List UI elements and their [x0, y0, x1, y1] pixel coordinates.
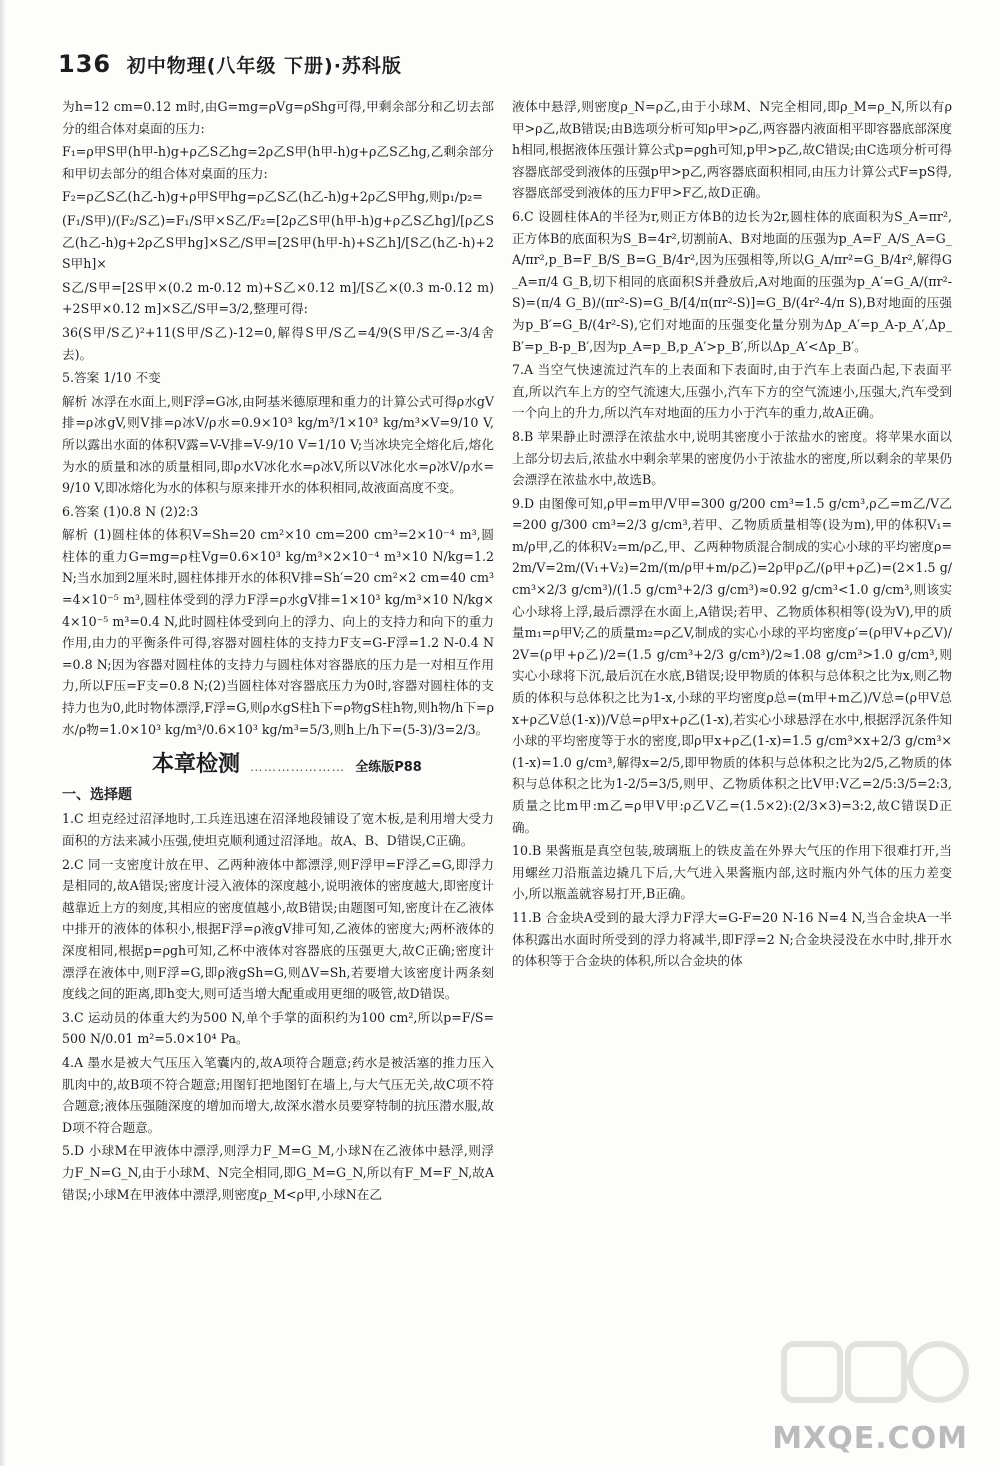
leader-dots: …………………: [250, 759, 346, 775]
paragraph: S乙/S甲=[2S甲×(0.2 m-0.12 m)+S乙×0.12 m]/[S乙×(0.3 m-0.12 m)+2S甲×0.12 m]×S乙/S甲=3/2,整理可得:: [62, 279, 494, 317]
question-answer: 6.C 设圆柱体A的半径为r,则正方体B的边长为2r,圆柱体的底面积为S_A=πr²,正方体B的底面积为S_B=4r²,切割前A、B对地面的压强为p_A=F_A/S_A=G_A/πr²,p_B=F_B/S_B=G_B/4r²,因为压强相等,所以G_A/πr²=G_B/4r²,解得G_A=π/4 G_B,切下相同的底面积S并叠放后,A对地面的压强为p_A′=G_A/(πr²-S)=(π/4 G_B)/(πr²-S)=G_B/[4/π(πr²-S)]=G_B/(4r²-4/π S),B对地面的压强为p_B′=G_B/(4r²-S),它们对地面的压强变化量分别为Δp_A′=p_A-p_A′,Δp_B′=p_B-p_B′,因为p_A=p_B,p_A′>p_B′,所以Δp_A′<Δp_B′。: [512, 208, 952, 354]
paragraph: F₁=ρ甲S甲(h甲-h)g+ρ乙S乙hg=2ρ乙S甲(h甲-h)g+ρ乙S乙hg,乙剩余部分和甲切去部分的组合体对桌面的压力:: [62, 144, 494, 181]
answer-line: 5.答案 1/10 不变: [62, 370, 161, 386]
section-heading: [62, 754, 494, 779]
book-title: 初中物理(八年级 下册)·苏科版: [126, 55, 402, 77]
paragraph: 为h=12 cm=0.12 m时,由G=mg=ρVg=ρShg可得,甲剩余部分和乙切去部分的组合体对桌面的压力:: [62, 99, 494, 136]
question-answer: 5.D 小球M在甲液体中漂浮,则浮力F_M=G_M,小球N在乙液体中悬浮,则浮力F_N=G_N,由于小球M、N完全相同,即G_M=G_N,所以有F_M=F_N,故A错误;小球M在甲液体中漂浮,则密度ρ_M<ρ甲,小球N在乙: [62, 1143, 494, 1202]
paragraph: F₂=ρ乙S乙(h乙-h)g+ρ甲S甲hg=ρ乙S乙(h乙-h)g+2ρ乙S甲hg,则p₁/p₂=: [62, 189, 483, 205]
question-answer: 1.C 坦克经过沼泽地时,工兵连迅速在沼泽地段铺设了宽木板,是利用增大受力面积的方法来减小压强,使坦克顺利通过沼泽地。故A、B、D错误,C正确。: [62, 811, 494, 848]
question-answer: 11.B 合金块A受到的最大浮力F浮大=G-F=20 N-16 N=4 N,当合金块A一半体积露出水面时所受到的浮力将减半,即F浮=2 N;合金块浸没在水中时,排开水的体积等于合金块的体积,所以合金块的体: [512, 909, 952, 969]
question-answer: 3.C 运动员的体重大约为500 N,单个手掌的面积约为100 cm²,所以p=F/S=500 N/0.01 m²=5.0×10⁴ Pa。: [62, 1009, 494, 1047]
question-answer: 9.D 由图像可知,ρ甲=m甲/V甲=300 g/200 cm³=1.5 g/cm³,ρ乙=m乙/V乙=200 g/300 cm³=2/3 g/cm³,若甲、乙物质质量相等(设为m),甲的体积V₁=m/ρ甲,乙的体积V₂=m/ρ乙,甲、乙两种物质混合制成的实心小球的平均密度ρ=2m/V=2m/(V₁+V₂)=2m/(m/ρ甲+m/ρ乙)=2ρ甲ρ乙/(ρ甲+ρ乙)=(2×1.5 g/cm³×2/3 g/cm³)/(1.5 g/cm³+2/3 g/cm³)≈0.92 g/cm³<1.0 g/cm³,则该实心小球将上浮,最后漂浮在水面上,A错误;若甲、乙物质体积相等(设为V),甲的质量m₁=ρ甲V;乙的质量m₂=ρ乙V,制成的实心小球的平均密度ρ′=(ρ甲V+ρ乙V)/2V=(ρ甲+ρ乙)/2=(1.5 g/cm³+2/3 g/cm³)/2≈1.08 g/cm³>1.0 g/cm³,则实心小球将下沉,最后沉在水底,B错误;设甲物质的体积与总体积之比为x,则乙物质的体积与总体积之比为1-x,小球的平均密度ρ总=(m甲+m乙)/V总=(ρ甲V总x+ρ乙V总(1-x))/V总=ρ甲x+ρ乙(1-x),若实心小球悬浮在水中,根据浮沉条件知小球的平均密度等于水的密度,即ρ甲x+ρ乙(1-x)=1.5 g/cm³×x+2/3 g/cm³×(1-x)=1.0 g/cm³,解得x=2/5,即甲物质的体积与总体积之比为2/5,乙物质的体积与总体积之比为1-2/5=3/5,则甲、乙物质体积之比V甲:V乙=2/5:3/5=2:3,质量之比m甲:m乙=ρ甲V甲:ρ乙V乙=(1.5×2):(2/3×3)=3:2,故C错误D正确。: [512, 495, 952, 835]
left-column: [62, 96, 499, 1207]
subsection-title: 一、选择题: [62, 786, 132, 803]
watermark-logo: [780, 1336, 970, 1426]
page-header: [58, 50, 402, 78]
question-answer: 2.C 同一支密度计放在甲、乙两种液体中都漂浮,则F浮甲=F浮乙=G,即浮力是相同的,故A错误;密度计浸入液体的深度越小,说明液体的密度越大,即密度计越靠近上方的刻度,其相应的密度值越小,故B错误;由题图可知,密度计在乙液体中排开的液体的体积小,根据F浮=ρ液gV排可知,乙液体的密度大;两杯液体的深度相同,根据p=ρgh可知,乙杯中液体对容器底的压强更大,故C正确;密度计漂浮在液体中,则F浮=G,即ρ液gSh=G,则ΔV=Sh,若要增大该密度计两条刻度线之间的距离,即h变大,则可适当增大配重或用更细的吸管,故D错误。: [62, 856, 494, 1002]
explanation: 解析 (1)圆柱体的体积V=Sh=20 cm²×10 cm=200 cm³=2×10⁻⁴ m³,圆柱体的重力G=mg=ρ柱Vg=0.6×10³ kg/m³×2×10⁻⁴ m³×10 N/kg=1.2 N;当水加到2厘米时,圆柱体排开水的体积V排=Sh′=20 cm²×2 cm=40 cm³=4×10⁻⁵ m³,圆柱体受到的浮力F浮=ρ水gV排=1×10³ kg/m³×10 N/kg×4×10⁻⁵ m³=0.4 N,此时圆柱体受到向上的浮力、向上的支持力和向下的重力作用,由力的平衡条件可得,容器对圆柱体的支持力F支=G-F浮=1.2 N-0.4 N=0.8 N;因为容器对圆柱体的支持力与圆柱体对容器底的压力是一对相互作用力,所以F压=F支=0.8 N;(2)当圆柱体对容器底压力为0时,容器对圆柱体的支持力也为0,此时物体漂浮,F浮=G,则ρ水gS柱h下=ρ物gS柱h物,则h物/h下=ρ水/ρ物=1.0×10³ kg/m³/0.6×10³ kg/m³=5/3,则h上/h下=(5-3)/3=2/3。: [62, 527, 499, 737]
watermark-text: MXQE.COM: [772, 1421, 968, 1456]
page-edge-shadow: [0, 0, 6, 1466]
watermark-logo-icon: [780, 1336, 970, 1426]
answer-line: 6.答案 (1)0.8 N (2)2:3: [62, 503, 199, 519]
question-answer: 8.B 苹果静止时漂浮在浓盐水中,说明其密度小于浓盐水的密度。将苹果水面以上部分切去后,浓盐水中剩余苹果的密度仍小于浓盐水的密度,所以剩余的苹果仍会漂浮在浓盐水中,故选B。: [512, 428, 952, 488]
section-title: 本章检测: [152, 752, 241, 778]
right-column: [512, 96, 952, 974]
question-answer: 10.B 果酱瓶是真空包装,玻璃瓶上的铁皮盖在外界大气压的作用下很难打开,当用螺丝刀沿瓶盖边撬几下后,大气进入果酱瓶内部,这时瓶内外气体的压力差变小,所以瓶盖就容易打开,B正确。: [512, 843, 952, 902]
section-reference: 全练版P88: [355, 760, 422, 776]
question-answer: 4.A 墨水是被大气压压入笔囊内的,故A项符合题意;药水是被活塞的推力压入肌肉中的,故B项不符合题意;用图钉把地图钉在墙上,与大气压无关,故C项不符合题意;液体压强随深度的增加而增大,故深水潜水员要穿特制的抗压潜水服,故D项不符合题意。: [62, 1054, 494, 1135]
paragraph: 36(S甲/S乙)²+11(S甲/S乙)-12=0,解得S甲/S乙=4/9(S甲/S乙=-3/4舍去)。: [62, 324, 494, 362]
question-answer: 7.A 当空气快速流过汽车的上表面和下表面时,由于汽车上表面凸起,下表面平直,所以汽车上方的空气流速大,压强小,汽车下方的空气流速小,压强大,汽车受到一个向上的升力,所以汽车对地面的压力小于汽车的重力,故A正确。: [512, 362, 952, 421]
paragraph: (F₁/S甲)/(F₂/S乙)=F₁/S甲×S乙/F₂=[2ρ乙S甲(h甲-h)g+ρ乙S乙hg]/[ρ乙S乙(h乙-h)g+2ρ乙S甲hg]×S乙/S甲=[2S甲(h甲-h)+S乙h]/[S乙(h乙-h)+2S甲h]×: [62, 212, 494, 272]
page-number: 136: [58, 50, 112, 78]
explanation: 解析 冰浮在水面上,则F浮=G冰,由阿基米德原理和重力的计算公式可得ρ水gV排=ρ冰gV,则V排=ρ冰V/ρ水=0.9×10³ kg/m³/1×10³ kg/m³×V=9/10 V,所以露出水面的体积V露=V-V排=V-9/10 V=1/10 V;当冰块完全熔化后,熔化为水的质量和冰的质量相同,即ρ水V冰化水=ρ冰V,所以V冰化水=ρ冰V/ρ水=9/10 V,即冰熔化为水的体积与原来排开水的体积相同,故液面高度不变。: [62, 393, 494, 496]
paragraph: 液体中悬浮,则密度ρ_N=ρ乙,由于小球M、N完全相同,即ρ_M=ρ_N,所以有ρ甲>ρ乙,故B错误;由B选项分析可知ρ甲>ρ乙,两容器内液面相平即容器底部深度h相同,根据液体压强计算公式p=ρgh可知,p甲>p乙,故C错误;由C选项分析可得容器底部受到液体的压强p甲>p乙,两容器底面积相同,由压力计算公式F=pS得,容器底部受到液体的压力F甲>F乙,故D正确。: [512, 99, 952, 201]
